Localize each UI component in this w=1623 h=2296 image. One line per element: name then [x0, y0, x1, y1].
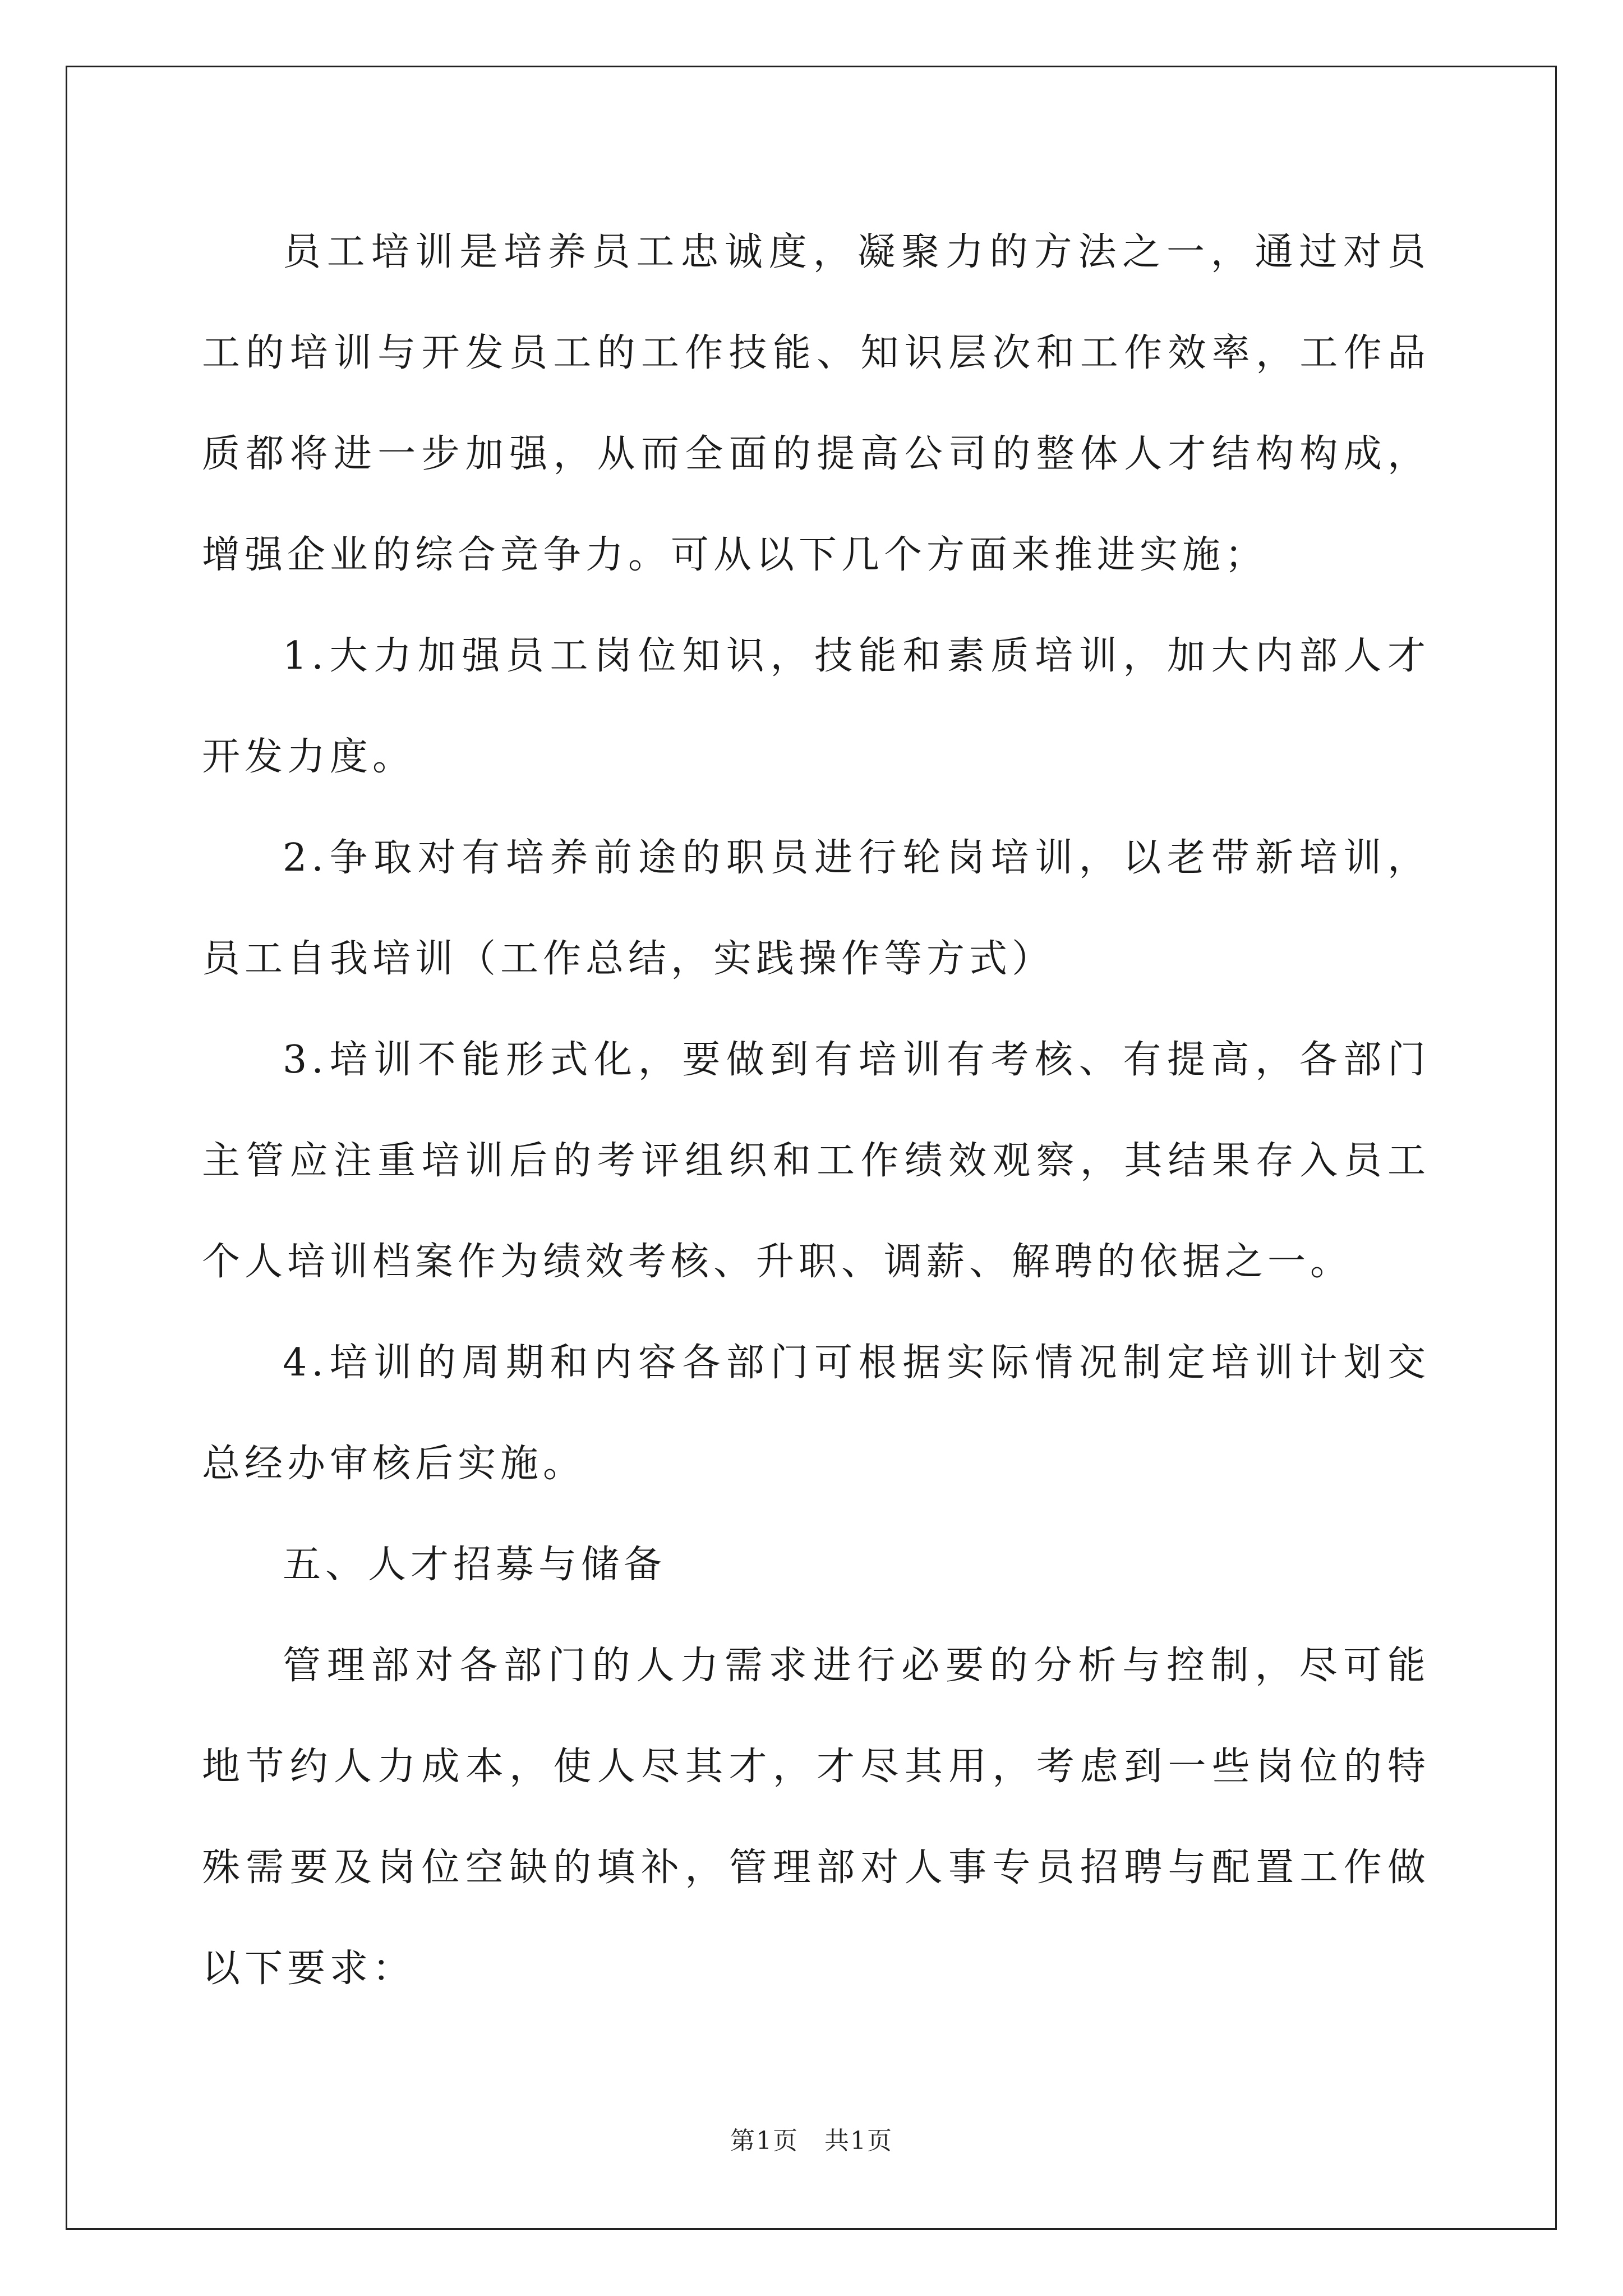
paragraph-training-intro: 员工培训是培养员工忠诚度，凝聚力的方法之一，通过对员工的培训与开发员工的工作技能、知识层次和工作效率，工作品质都将进一步加强，从而全面的提高公司的整体人才结构构成，增强企业的综合竞争力。可从以下几个方面来推进实施； — [202, 230, 1430, 577]
page-number-footer: 第1页 共1页 — [730, 2127, 893, 2155]
document-body — [202, 202, 1430, 2019]
paragraph-item-2: 2.争取对有培养前途的职员进行轮岗培训，以老带新培训，员工自我培训（工作总结，实践操作等方式） — [202, 836, 1430, 981]
paragraph-recruitment-intro: 管理部对各部门的人力需求进行必要的分析与控制，尽可能地节约人力成本，使人尽其才，才尽其用，考虑到一些岗位的特殊需要及岗位空缺的填补，管理部对人事专员招聘与配置工作做以下要求： — [202, 1644, 1430, 1991]
paragraph-item-1: 1.大力加强员工岗位知识，技能和素质培训，加大内部人才开发力度。 — [202, 634, 1430, 779]
paragraph-item-4: 4.培训的周期和内容各部门可根据实际情况制定培训计划交总经办审核后实施。 — [202, 1341, 1430, 1486]
section-heading-talent-recruitment: 五、人才招募与储备 — [283, 1543, 667, 1587]
paragraph-item-3: 3.培训不能形式化，要做到有培训有考核、有提高，各部门主管应注重培训后的考评组织和工作绩效观察，其结果存入员工个人培训档案作为绩效考核、升职、调薪、解聘的依据之一。 — [202, 1038, 1430, 1284]
